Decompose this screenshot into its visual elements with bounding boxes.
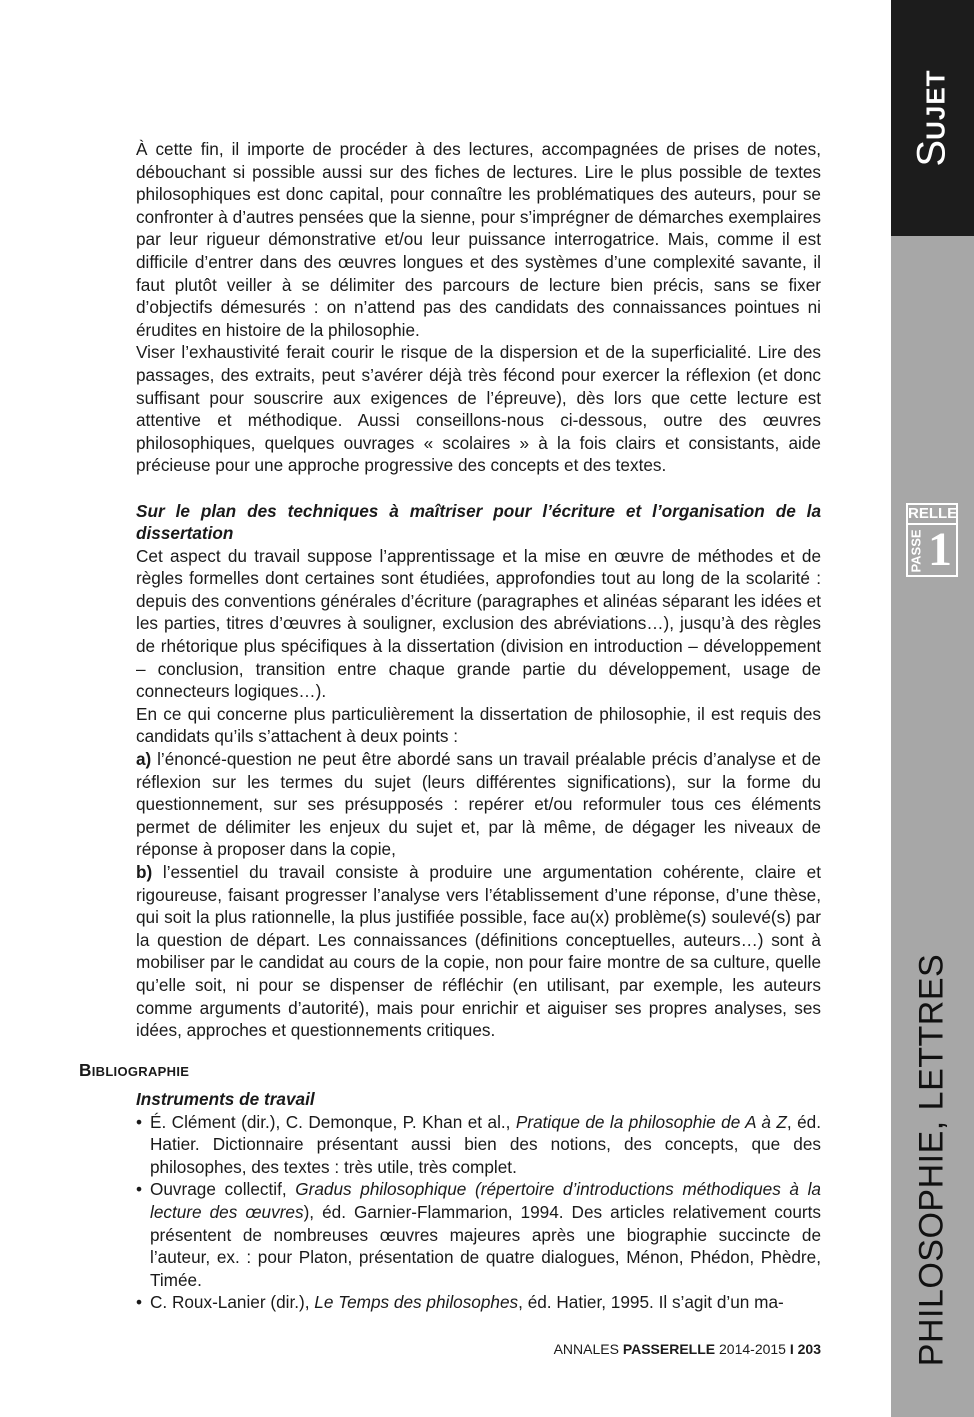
section-heading: Sur le plan des techniques à maîtriser pour l’écriture et l’organisation de la dissertation: [136, 500, 821, 544]
logo-top-text: RELLE: [908, 505, 956, 525]
main-text: [136, 138, 821, 1042]
page-footer: ANNALES PASSERELLE 2014-2015 I 203: [553, 1341, 821, 1357]
bibliography-heading: BIBLIOGRAPHIE: [79, 1060, 190, 1080]
bibliography: [136, 1088, 821, 1314]
point-a-text: l’énoncé-question ne peut être abordé sans un travail préalable précis d’analyse et de réflexion sur les termes du sujet (leurs différentes significations), sur la forme du questionnement, sur ses présupposés : repérer et/ou reformuler tous ces éléments permet de délimiter les enjeux du sujet et, par là même, de dégager les niveaux de réponse à proposer dans la copie,: [136, 749, 821, 860]
sidebar: [891, 0, 974, 1417]
point-a: [136, 748, 821, 861]
paragraph: Viser l’exhaustivité ferait courir le risque de la dispersion et de la superficialité. Lire des passages, des extraits, peut s’avérer déjà très fécond pour exercer la réflexion (et donc suffisant pour souscrire aux exigences de l’épreuve), dès lors que cette lecture est attentive et méthodique. Aussi conseillons-nous ci-dessous, outre des œuvres philosophiques, quelques ouvrages « scolaires » à la fois clairs et consistants, aide précieuse pour une approche progressive des concepts et des textes.: [136, 342, 821, 476]
page-number: 203: [793, 1341, 821, 1357]
sidebar-header-block: [891, 0, 974, 236]
list-item: • É. Clément (dir.), C. Demonque, P. Khan et al., Pratique de la philosophie de A à Z, éd. Hatier. Dictionnaire présentant aussi bien des notions, des concepts, que des philosophes, des textes : très utile, très complet.: [136, 1111, 821, 1179]
point-b-label: b): [136, 862, 153, 882]
sujet-label: SUJET: [909, 69, 954, 167]
bibliography-list: [136, 1111, 821, 1314]
list-item: • C. Roux-Lanier (dir.), Le Temps des philosophes, éd. Hatier, 1995. Il s’agit d’un ma-: [136, 1291, 821, 1314]
point-a-label: a): [136, 749, 152, 770]
paragraph: À cette fin, il importe de procéder à des lectures, accompagnées de prises de notes, débouchant si possible aussi sur des fiches de lectures. Lire le plus possible de textes philosophiques est donc capital, pour connaître les problématiques des auteurs, pour se confronter à d’autres pensées que la sienne, pour s’imprégner de démarches exemplaires par leur rigueur démonstrative et/ou leur puissance interrogatrice. Mais, comme il est difficile d’entrer dans des œuvres longues et des systèmes d’une complexité savante, il faut plutôt veiller à se délimiter des parcours de lecture bien précis, sans se fixer d’objectifs démesurés : on n’attend pas des candidats des connaissances pointues ni érudites en histoire de la philosophie.: [136, 139, 821, 340]
logo-vertical-text: PASSE: [909, 529, 923, 573]
point-b-text: l’essentiel du travail consiste à produire une argumentation cohérente, claire et rigoureuse, faisant progresser l’analyse vers l’établissement d’une réponse, d’une thèse, qui soit la plus rationnelle, la plus justifiée possible, face au(x) problème(s) soulevé(s) par la question de départ. Les connaissances (définitions conceptuelles, auteurs…) sont à mobiliser par le candidat au cours de la copie, non pour faire montre de sa culture, quelle qu’elle soit, ni pour se dispenser de réfléchir (en utilisant, par exemple, les auteurs comme arguments d’autorité), mais pour enrichir et aiguiser ses propres analyses, ses idées, approches et questionnements critiques.: [136, 862, 821, 1041]
list-item: • Ouvrage collectif, Gradus philosophique (répertoire d’introductions méthodiques à la lecture des œuvres), éd. Garnier-Flammarion, 1994. Des articles relativement courts présentent de nombreuses œuvres majeures après une biographie succincte de l’auteur, ex. : pour Platon, présentation de quatre dialogues, Ménon, Phédon, Phèdre, Timée.: [136, 1178, 821, 1291]
point-b: [136, 861, 821, 1042]
spacer: [136, 477, 821, 500]
paragraph: En ce qui concerne plus particulièrement la dissertation de philosophie, il est requis des candidats qu’ils s’attachent à deux points :: [136, 703, 821, 747]
bibliography-subheading: Instruments de travail: [136, 1089, 315, 1109]
paragraph: Cet aspect du travail suppose l’apprentissage et la mise en œuvre de méthodes et de règles formelles dont certaines sont étudiées, approfondies tout au long de la scolarité : depuis des conventions générales d’écriture (paragraphes et alinéas séparant les idées et les parties, titres d’œuvres à souligner, exclusion des abréviations…), jusqu’à des règles de rhétorique plus spécifiques à la dissertation (division en introduction – développement – conclusion, transition entre chaque grande partie du développement, usage de connecteurs logiques…).: [136, 545, 821, 702]
logo-number: 1: [928, 523, 952, 576]
passerelle-logo: [906, 503, 958, 577]
subject-label: PHILOSOPHIE, LETTRES: [912, 953, 951, 1367]
